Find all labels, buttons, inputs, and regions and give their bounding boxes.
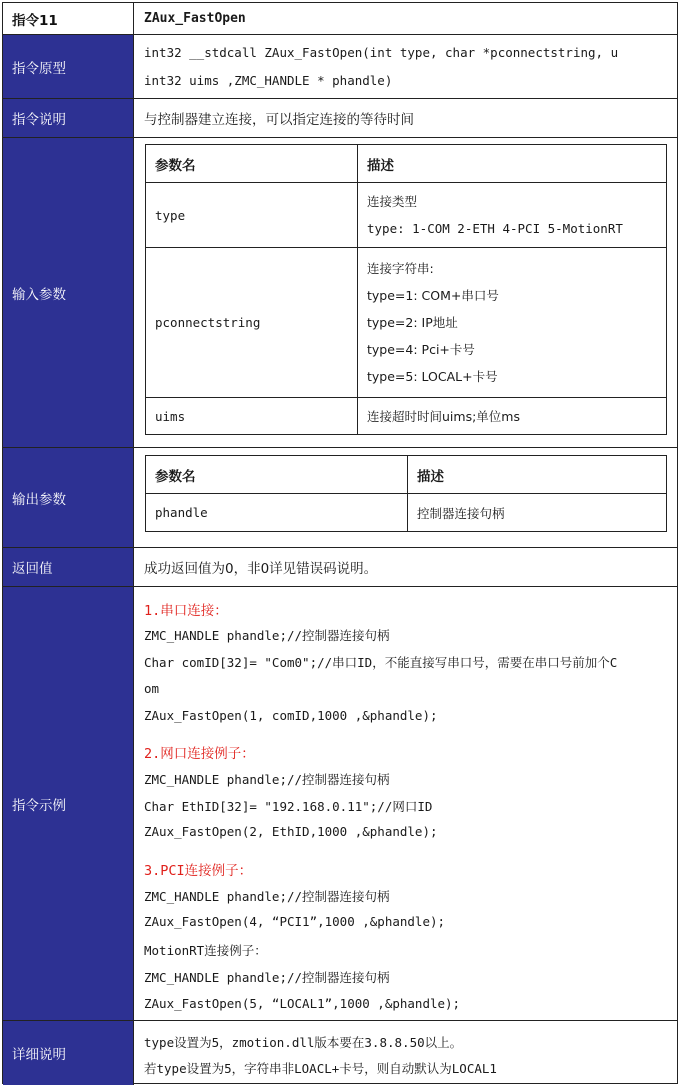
example-row	[3, 587, 677, 1021]
input-params-table	[145, 144, 667, 435]
input-col-name: 参数名	[146, 145, 358, 183]
input-table-header	[146, 145, 667, 183]
example-content	[134, 587, 677, 1020]
param-name: uims	[146, 398, 358, 435]
prototype-row	[3, 35, 677, 99]
example-pci-title: 3.PCI连接例子：	[144, 863, 253, 879]
output-col-name: 参数名	[146, 456, 408, 494]
input-col-desc: 描述	[358, 145, 667, 183]
command-doc-table	[2, 2, 678, 1084]
code-line: ZMC_HANDLE phandle;//控制器连接句柄	[144, 889, 390, 904]
example-eth-title: 2.网口连接例子：	[144, 746, 255, 762]
prototype-label: 指令原型	[3, 35, 134, 98]
table-row	[146, 398, 667, 435]
details-label: 详细说明	[3, 1021, 134, 1085]
description-text: 与控制器建立连接，可以指定连接的等待时间	[144, 112, 414, 128]
param-desc: 控制器连接句柄	[408, 494, 667, 532]
param-desc: 连接超时时间uims;单位ms	[358, 398, 667, 435]
param-name: pconnectstring	[146, 248, 358, 398]
output-params-row	[3, 448, 677, 548]
description-row	[3, 99, 677, 138]
prototype-line-2: int32 uims ,ZMC_HANDLE * phandle)	[144, 73, 393, 88]
param-desc-line: type=5: LOCAL+卡号	[367, 369, 498, 384]
output-params-table	[145, 455, 667, 532]
param-name: type	[146, 183, 358, 248]
code-line: Char EthID[32]= "192.168.0.11";//网口ID	[144, 799, 433, 814]
details-content	[134, 1021, 677, 1085]
code-line: ZAux_FastOpen(4, “PCI1”,1000 ,&phandle);	[144, 914, 446, 929]
input-params-label: 输入参数	[3, 138, 134, 447]
code-line: ZAux_FastOpen(2, EthID,1000 ,&phandle);	[144, 824, 438, 839]
details-line-1: type设置为5，zmotion.dll版本要在3.8.8.50以上。	[144, 1035, 463, 1050]
param-desc-line: type=1: COM+串口号	[367, 288, 499, 303]
input-params-content	[134, 138, 677, 447]
example-motionrt-title: MotionRT连接例子：	[144, 943, 267, 958]
description-label: 指令说明	[3, 99, 134, 137]
return-text: 成功返回值为0，非0详见错误码说明。	[144, 561, 378, 577]
details-row	[3, 1021, 677, 1085]
header-row	[3, 3, 677, 35]
table-row	[146, 248, 667, 398]
code-line: ZMC_HANDLE phandle;//控制器连接句柄	[144, 772, 390, 787]
param-desc	[358, 183, 667, 248]
output-params-content	[134, 448, 677, 547]
code-line: ZMC_HANDLE phandle;//控制器连接句柄	[144, 970, 390, 985]
code-line: om	[144, 681, 160, 696]
command-number-label: 指令11	[3, 3, 134, 34]
example-serial-title: 1.串口连接：	[144, 603, 228, 619]
output-table-header	[146, 456, 667, 494]
code-line: ZAux_FastOpen(5, “LOCAL1”,1000 ,&phandle);	[144, 996, 461, 1011]
param-desc-line: type=2: IP地址	[367, 315, 458, 330]
details-line-2: 若type设置为5，字符串非LOACL+卡号，则自动默认为LOCAL1	[144, 1061, 497, 1076]
code-line: Char comID[32]= "Com0";//串口ID，不能直接写串口号，需要在串口号前加个C	[144, 655, 618, 670]
param-desc-line: 连接字符串:	[367, 261, 434, 276]
prototype-line-1: int32 __stdcall ZAux_FastOpen(int type, char *pconnectstring, u	[144, 45, 619, 60]
param-desc-line: 连接类型	[367, 194, 418, 209]
param-name: phandle	[146, 494, 408, 532]
output-params-label: 输出参数	[3, 448, 134, 547]
param-desc-line: type=4: Pci+卡号	[367, 342, 475, 357]
param-desc-line: type: 1-COM 2-ETH 4-PCI 5-MotionRT	[367, 221, 623, 236]
output-col-desc: 描述	[408, 456, 667, 494]
table-row	[146, 183, 667, 248]
code-line: ZAux_FastOpen(1, comID,1000 ,&phandle);	[144, 708, 438, 723]
prototype-content	[134, 35, 677, 98]
function-name: ZAux_FastOpen	[144, 11, 246, 26]
param-desc	[358, 248, 667, 398]
example-label: 指令示例	[3, 587, 134, 1020]
code-line: ZMC_HANDLE phandle;//控制器连接句柄	[144, 628, 390, 643]
input-params-row	[3, 138, 677, 448]
table-row	[146, 494, 667, 532]
return-label: 返回值	[3, 548, 134, 586]
return-row	[3, 548, 677, 587]
